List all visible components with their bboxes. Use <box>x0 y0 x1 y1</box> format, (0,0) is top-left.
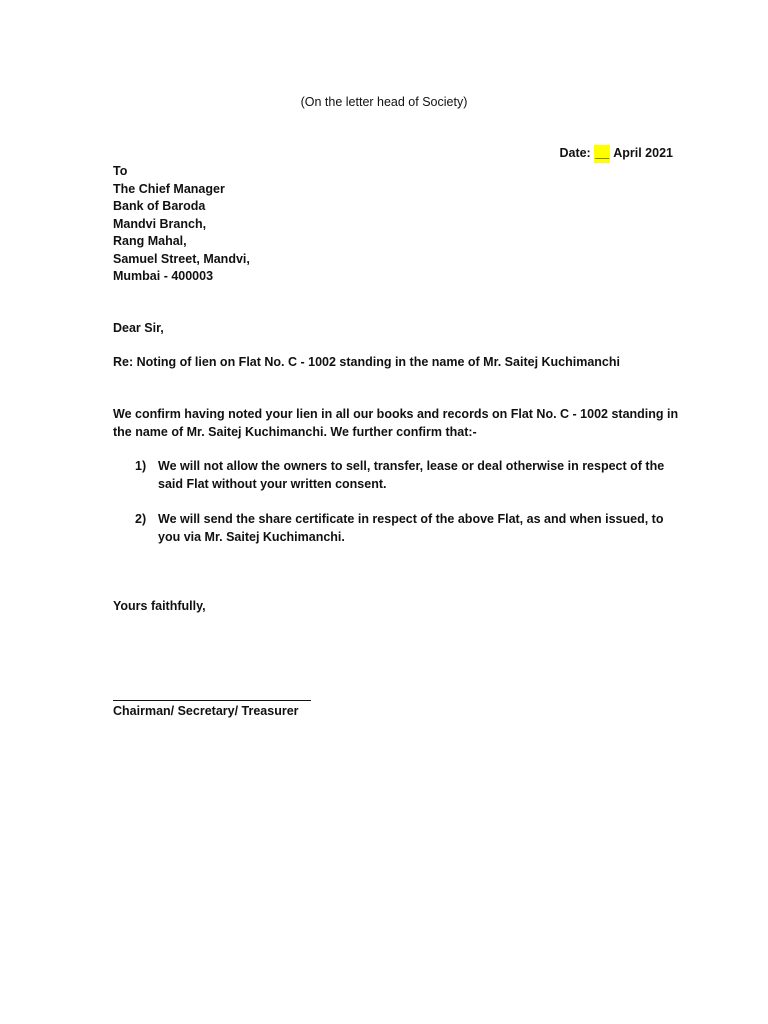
address-line: To <box>113 164 128 178</box>
body-paragraph <box>113 406 679 441</box>
recipient-address <box>113 163 250 286</box>
list-text-line: said Flat without your written consent. <box>158 476 387 491</box>
signature-line <box>113 700 311 701</box>
list-item <box>135 458 665 493</box>
body-line: We confirm having noted your lien in all our books and records on Flat No. C - 1002 standing in <box>113 407 679 421</box>
list-text-line: We will send the share certificate in respect of the above Flat, as and when issued, to <box>158 512 664 526</box>
letterhead-note: (On the letter head of Society) <box>300 95 468 109</box>
date-blank-highlight: __ <box>594 145 610 163</box>
closing: Yours faithfully, <box>113 599 206 613</box>
list-number: 1) <box>135 459 147 473</box>
list-text-line: you via Mr. Saitej Kuchimanchi. <box>158 529 345 544</box>
list-item <box>135 511 664 546</box>
date-label: Date: <box>559 146 591 160</box>
address-line: Samuel Street, Mandvi, <box>113 251 250 266</box>
body-line: the name of Mr. Saitej Kuchimanchi. We further confirm that:- <box>113 424 477 439</box>
address-line: Mandvi Branch, <box>113 216 207 231</box>
address-line: Rang Mahal, <box>113 234 187 248</box>
address-line: Bank of Baroda <box>113 199 206 213</box>
date-line <box>559 145 673 163</box>
address-line: The Chief Manager <box>113 181 225 196</box>
list-number: 2) <box>135 512 147 526</box>
signatory-title: Chairman/ Secretary/ Treasurer <box>113 704 299 718</box>
salutation: Dear Sir, <box>113 321 164 335</box>
subject-line: Re: Noting of lien on Flat No. C - 1002 standing in the name of Mr. Saitej Kuchimanchi <box>113 355 620 369</box>
list-text-line: We will not allow the owners to sell, transfer, lease or deal otherwise in respect of the <box>158 459 665 473</box>
date-month-year: April 2021 <box>613 146 673 160</box>
address-line: Mumbai - 400003 <box>113 269 214 283</box>
